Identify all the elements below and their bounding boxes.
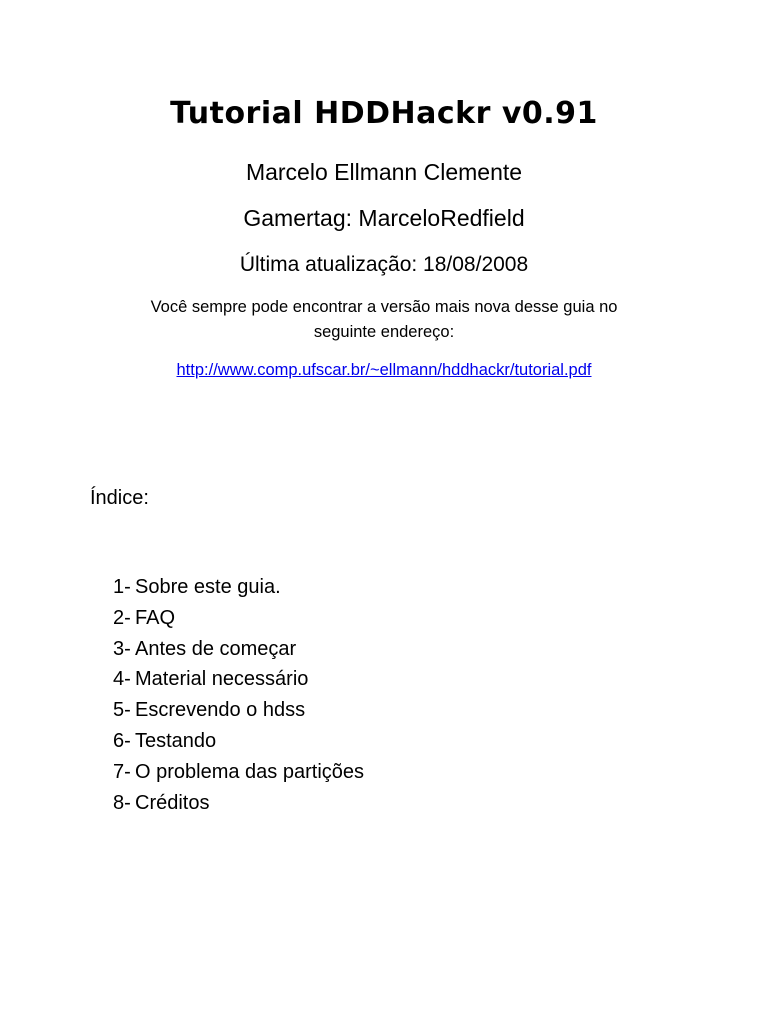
toc-item [113, 757, 364, 788]
toc-item [113, 788, 364, 819]
toc-item [113, 664, 364, 695]
toc-item [113, 572, 364, 603]
toc-item-label: Material necessário [135, 668, 309, 691]
toc-item-label: O problema das partições [135, 760, 365, 783]
toc-item-number: 4- [113, 668, 131, 691]
toc-item-label: Sobre este guia. [135, 576, 281, 598]
toc-item-label: Testando [135, 729, 217, 752]
toc-item-label: Antes de começar [135, 637, 297, 660]
toc-item [113, 603, 364, 634]
version-note [110, 295, 658, 345]
version-note-line-1: Você sempre pode encontrar a versão mais nova desse guia no [150, 298, 618, 316]
table-of-contents [113, 572, 364, 818]
toc-item-label: Escrevendo o hdss [135, 699, 306, 722]
toc-item-label: Créditos [135, 791, 210, 814]
toc-item-number: 6- [113, 729, 131, 752]
guide-link[interactable]: http://www.comp.ufscar.br/~ellmann/hddhackr/tutorial.pdf [176, 361, 592, 379]
document-title: Tutorial HDDHackr v0.91 [170, 96, 598, 131]
index-heading: Índice: [90, 487, 149, 509]
last-updated: Última atualização: 18/08/2008 [239, 253, 529, 276]
version-note-line-2: seguinte endereço: [313, 323, 455, 341]
toc-item-number: 7- [113, 760, 131, 783]
toc-item-number: 8- [113, 791, 131, 814]
toc-item-number: 1- [113, 576, 131, 598]
author-name: Marcelo Ellmann Clemente [245, 159, 523, 185]
toc-item-number: 2- [113, 606, 131, 629]
gamertag: Gamertag: MarceloRedfield [243, 205, 525, 231]
toc-item [113, 695, 364, 726]
toc-item-label: FAQ [135, 606, 176, 629]
guide-link-container [0, 361, 768, 380]
toc-item [113, 634, 364, 665]
toc-item-number: 5- [113, 699, 131, 722]
toc-item-number: 3- [113, 637, 131, 660]
toc-item [113, 726, 364, 757]
